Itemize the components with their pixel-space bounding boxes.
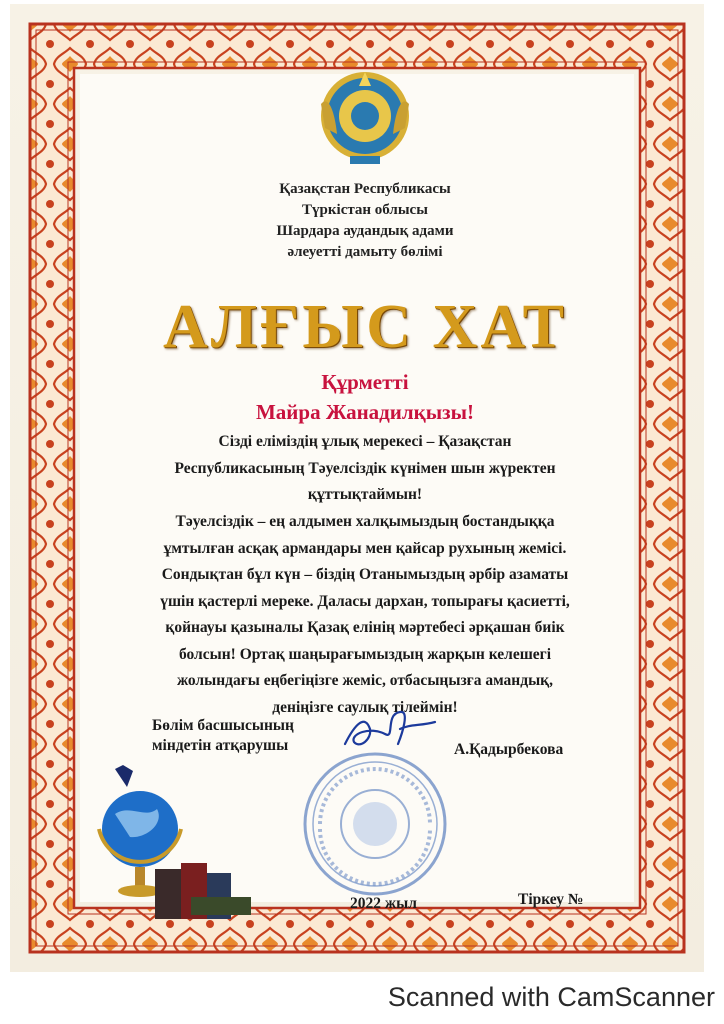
camscanner-watermark: Scanned with CamScanner	[387, 982, 715, 1012]
body-line: Сондықтан бұл күн – біздің Отанымыздың әрбір азаматы	[161, 566, 569, 583]
year-label: 2022 жыл	[350, 895, 417, 912]
certificate-content	[130, 64, 600, 944]
header-region: Түркістан облысы	[302, 202, 428, 218]
body-line: Сізді еліміздің ұлық мерекесі – Қазақстан	[218, 433, 512, 450]
body-line: үшін қастерлі мереке. Даласы дархан, топырағы қасиетті,	[160, 592, 570, 610]
kazakhstan-emblem-icon	[315, 64, 415, 174]
recipient-name: Майра Жанадилқызы!	[255, 400, 475, 424]
body-line: жолындағы еңбегіңізге жеміс, отбасыңызға амандық,	[177, 672, 553, 689]
body-paragraph-1	[130, 429, 600, 509]
body-paragraph-2	[130, 509, 600, 721]
header-district: Шардара аудандық адами	[276, 223, 454, 239]
body-line: құттықтаймын!	[307, 486, 423, 503]
certificate-title: АЛҒЫС ХАТ	[162, 293, 568, 361]
greeting-salutation: Құрметті	[321, 370, 409, 394]
signer-name: А.Қадырбекова	[454, 741, 564, 758]
header-country: Қазақстан Республикасы	[279, 181, 451, 197]
body-line: денiңiзге саулық тілеймін!	[272, 698, 458, 716]
header-department: әлеуетті дамыту бөлімі	[287, 244, 443, 260]
body-line: болсын! Ортақ шаңырағымыздың жарқын келешегі	[178, 645, 552, 663]
registration-label: Тіркеу №	[518, 891, 584, 908]
body-line: қойнауы қазыналы Қазақ елінің мәртебесі әрқашан биік	[165, 619, 565, 636]
body-line: Тәуелсіздік – ең алдымен халқымыздың бостандыққа	[175, 513, 555, 530]
certificate-sheet	[10, 4, 704, 972]
body-line: ұмтылған асқақ армандары мен қайсар рухының жемісі.	[163, 539, 567, 557]
handwritten-signature	[340, 704, 440, 759]
body-line: Республикасының Тәуелсіздік күнімен шын жүректен	[174, 459, 556, 477]
signer-position-line1: Бөлім басшысының	[152, 717, 294, 734]
signer-position-line2: міндетін атқарушы	[152, 737, 289, 754]
official-stamp-icon	[300, 749, 450, 899]
globe-and-books-illustration	[85, 759, 260, 924]
